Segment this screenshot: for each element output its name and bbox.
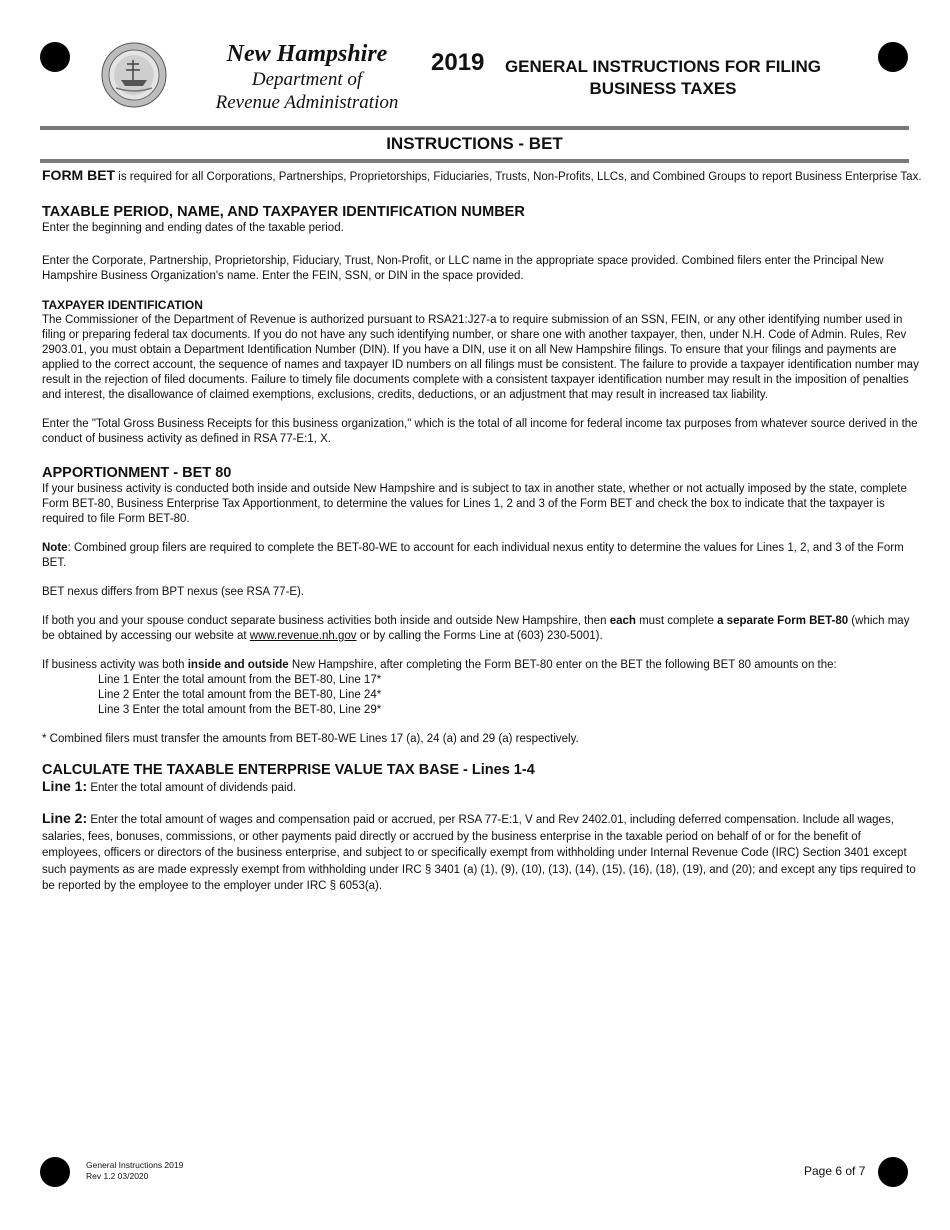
spouse-paragraph [42, 614, 922, 644]
registration-mark-bottom-left [40, 1157, 70, 1187]
apportionment-note [42, 541, 922, 571]
footer-revision: Rev 1.2 03/2020 [86, 1171, 149, 1181]
spouse-text-e: (which may be obtained by accessing our website at [42, 615, 910, 642]
line-1-instruction [42, 779, 922, 796]
agency-line-2: Department of [251, 69, 363, 90]
registration-mark-top-right [878, 42, 908, 72]
header-divider [40, 126, 909, 130]
intro-text: is required for all Corporations, Partnerships, Proprietorships, Fiduciaries, Trusts, Non-Profits, LLCs, and Combined Groups to report Business Enterprise Tax. [115, 171, 922, 183]
page-number: Page 6 of 7 [804, 1164, 866, 1178]
apportionment-heading: APPORTIONMENT - BET 80 [42, 465, 232, 481]
taxpayer-identification-paragraph-1: The Commissioner of the Department of Revenue is authorized pursuant to RSA21:J27-a to require submission of an SSN, FEIN, or any other identifying number used in filing or preparing federal tax documents. If you do not have any such identifying number, or share one with another taxpayer, then, under N.H. Code of Admin. Rules, Rev 2903.01, you must obtain a Department Identification Number (DIN). If you have a DIN, use it on all New Hampshire filings. To ensure that your filings and payments are applied to the correct account, the sequence of names and taxpayer ID numbers on all filings must be consistent. The failure to provide a taxpayer identification number may result in the rejection of filed documents. Failure to timely file documents complete with a consistent taxpayer identification number may result in the imposition of penalties and interest, the disallowance of claimed exemptions, exclusions, credits, deductions, or an adjustment that may result in increased tax liability. [42, 314, 919, 401]
combined-filers-footnote: * Combined filers must transfer the amounts from BET-80-WE Lines 17 (a), 24 (a) and 29 (a) respectively. [42, 733, 579, 745]
bet80-line-1: Line 1 Enter the total amount from the BET-80, Line 17* [98, 674, 382, 686]
registration-mark-top-left [40, 42, 70, 72]
agency-line-3: Revenue Administration [215, 92, 399, 113]
intro-paragraph [42, 168, 922, 185]
document-title [498, 56, 828, 100]
instructions-body [42, 168, 922, 895]
apportionment-paragraph-1: If your business activity is conducted both inside and outside New Hampshire and is subject to tax in another state, whether or not actually imposed by the state, complete Form BET-80, Business Enterprise Tax Apportionment, to determine the values for Lines 1, 2 and 3 of the Form BET and check the box to indicate that the taxpayer is required to file Form BET-80. [42, 483, 907, 525]
nexus-paragraph: BET nexus differs from BPT nexus (see RSA 77-E). [42, 586, 305, 598]
document-title-line-2: BUSINESS TAXES [589, 79, 737, 98]
website-link[interactable]: www.revenue.nh.gov [249, 630, 357, 642]
footer-doc-name: General Instructions 2019 [86, 1160, 184, 1170]
bet80-line-2: Line 2 Enter the total amount from the BET-80, Line 24* [98, 689, 382, 701]
tax-year: 2019 [431, 49, 485, 76]
line-2-label: Line 2: [42, 810, 88, 826]
inside-outside-text-a: If business activity was both [42, 659, 188, 671]
note-label: Note [42, 542, 68, 554]
agency-line-1: New Hampshire [226, 41, 388, 67]
spouse-text-c: must complete [635, 615, 718, 627]
inside-outside-text-c: New Hampshire, after completing the Form BET-80 enter on the BET the following BET 80 amounts on the: [288, 659, 837, 671]
spouse-text-f: or by calling the Forms Line at (603) 230-5001). [356, 630, 603, 642]
line-2-text: Enter the total amount of wages and compensation paid or accrued, per RSA 77-E:1, V and Rev 2402.01, including deferred compensation. Include all wages, salaries, fees, bonuses, commissions, or other payments paid directly or accrued by the business enterprise in the taxable period on behalf of or for the benefit of employees, officers or directors of the business enterprise, and subject to or specifically exempt from withholding under Internal Revenue Code (IRC) Section 3401 except such payments as are made expressly exempt from withholding under IRC § 3401 (a) (1), (9), (10), (13), (14), (15), (16), (18), (19), and (20); and except any tips required to be reported by the employee to the employer under IRC § 6053(a). [42, 814, 916, 892]
agency-name [198, 40, 416, 114]
bet80-line-3: Line 3 Enter the total amount from the BET-80, Line 29* [98, 704, 382, 716]
section-divider [40, 159, 909, 163]
taxpayer-identification-paragraph-2: Enter the "Total Gross Business Receipts for this business organization," which is the total of all income for federal income tax purposes from whatever source derived in the conduct of business activity as defined in RSA 77-E:1, X. [42, 418, 918, 445]
calculate-heading: CALCULATE THE TAXABLE ENTERPRISE VALUE TAX BASE - Lines 1-4 [42, 762, 535, 778]
section-title: INSTRUCTIONS - BET [386, 134, 563, 153]
spouse-text-each: each [609, 615, 636, 627]
line-1-label: Line 1: [42, 778, 88, 794]
inside-outside-bold: inside and outside [187, 659, 289, 671]
taxable-period-paragraph-1: Enter the beginning and ending dates of the taxable period. [42, 222, 344, 234]
taxpayer-identification-heading: TAXPAYER IDENTIFICATION [42, 298, 203, 312]
taxable-period-heading: TAXABLE PERIOD, NAME, AND TAXPAYER IDENTIFICATION NUMBER [42, 204, 525, 220]
footer-document-info [86, 1160, 183, 1182]
form-bet-lead: FORM BET [42, 167, 116, 183]
state-seal-icon [101, 42, 167, 108]
taxable-period-paragraph-2: Enter the Corporate, Partnership, Proprietorship, Fiduciary, Trust, Non-Profit, or LLC name in the appropriate space provided. Combined filers enter the Principal New Hampshire Business Organization's name. Enter the FEIN, SSN, or DIN in the space provided. [42, 255, 884, 282]
spouse-text-separate-form: a separate Form BET-80 [717, 615, 849, 627]
line-2-instruction [42, 810, 922, 895]
spouse-text-a: If both you and your spouse conduct separate business activities both inside and outside New Hampshire, then [42, 615, 610, 627]
line-1-text: Enter the total amount of dividends paid. [87, 782, 297, 794]
inside-outside-paragraph [42, 658, 922, 673]
registration-mark-bottom-right [878, 1157, 908, 1187]
note-text: : Combined group filers are required to complete the BET-80-WE to account for each individual nexus entity to determine the values for Lines 1, 2, and 3 of the Form BET. [42, 542, 904, 569]
document-title-line-1: GENERAL INSTRUCTIONS FOR FILING [504, 57, 822, 76]
